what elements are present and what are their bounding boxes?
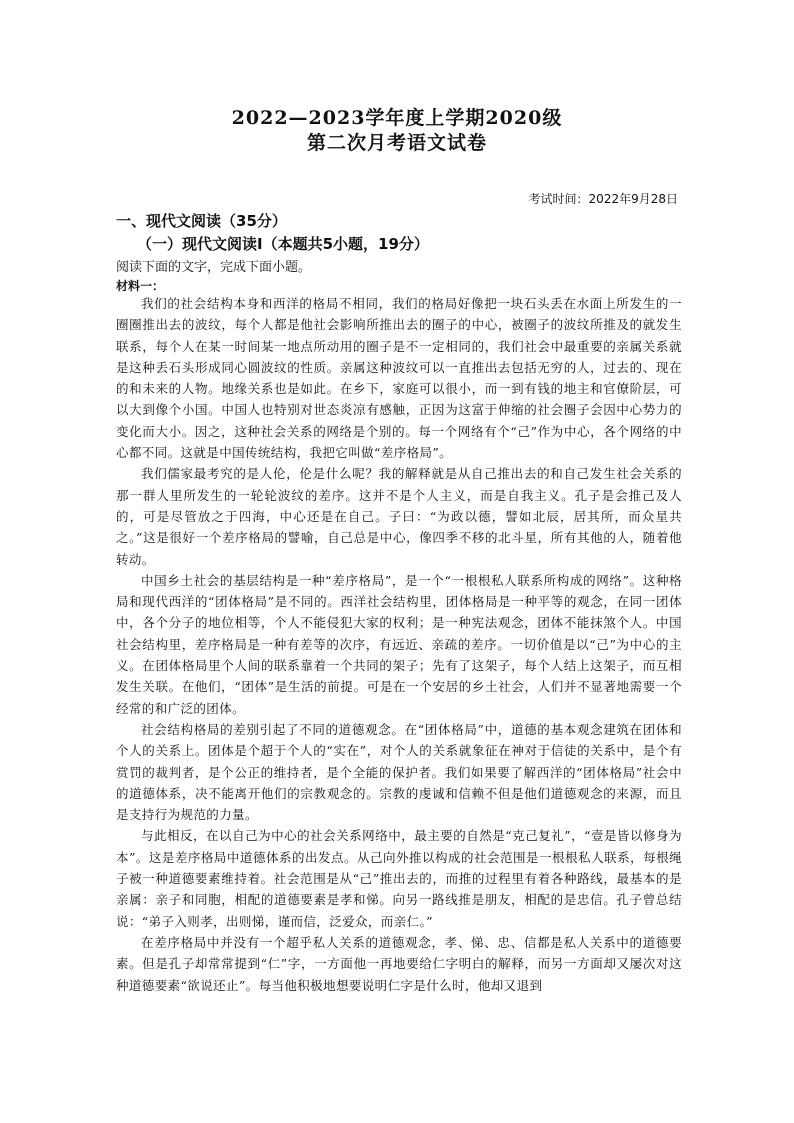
paragraph: 中国乡土社会的基层结构是一种“差序格局”，是一个“一根根私人联系所构成的网络”。这种格局和现代西洋的“团体格局”是不同的。西洋社会结构里，团体格局是一种平等的观念，在同一团体中，各个分子的地位相等，个人不能侵犯大家的权利；是一种宪法观念，团体不能抹煞个人。中国社会结构里，差序格局是一种有差等的次序，有远近、亲疏的差序。一切价值是以“己”为中心的主义。在团体格局里个人间的联系靠着一个共同的架子；先有了这架子，每个人结上这架子，而互相发生关联。在他们，“团体”是生活的前提。可是在一个安居的乡土社会，人们并不显著地需要一个经常的和广泛的团体。 xyxy=(116,572,682,716)
material-body xyxy=(116,293,682,996)
paragraph: 与此相反，在以自己为中心的社会关系网络中，最主要的自然是“克己复礼”，“壹是皆以修身为本”。这是差序格局中道德体系的出发点。从己向外推以构成的社会范围是一根根私人联系，每根绳子被一种道德要素维持着。社会范围是从“己”推出去的，而推的过程里有着各种路线，最基本的是亲属：亲子和同胞，相配的道德要素是孝和悌。向另一路线推是朋友，相配的是忠信。孔子曾总结说：“弟子入则孝，出则悌，谨而信，泛爱众，而亲仁。” xyxy=(116,828,682,929)
subsection-heading: （一）现代文阅读Ⅰ（本题共5小题，19分） xyxy=(137,235,429,253)
paragraph: 我们儒家最考究的是人伦，伦是什么呢？我的解释就是从自己推出去的和自己发生社会关系的那一群人里所发生的一轮轮波纹的差序。这并不是个人主义，而是自我主义。孔子是会推己及人的，可是尽管放之于四海，中心还是在自己。子曰：“为政以德，譬如北辰，居其所，而众星共之。”这是很好一个差序格局的譬喻，自己总是中心，像四季不移的北斗星，所有其他的人，随着他转动。 xyxy=(116,466,682,567)
reading-instruction: 阅读下面的文字，完成下面小题。 xyxy=(116,260,312,275)
exam-title-line2: 第二次月考语文试卷 xyxy=(306,132,487,154)
section-heading: 一、现代文阅读（35分） xyxy=(116,212,287,230)
paragraph: 我们的社会结构本身和西洋的格局不相同，我们的格局好像把一块石头丢在水面上所发生的一圈圈推出去的波纹，每个人都是他社会影响所推出去的圈子的中心，被圈子的波纹所推及的就发生联系，每个人在某一时间某一地点所动用的圈子是不一定相同的，我们社会中最重要的亲属关系就是这种丢石头形成同心圆波纹的性质。亲属这种波纹可以一直推出去包括无穷的人，过去的、现在的和未来的人物。地缘关系也是如此。在乡下，家庭可以很小，而一到有钱的地主和官僚阶层，可以大到像个小国。中国人也特别对世态炎凉有感触，正因为这富于伸缩的社会圈子会因中心势力的变化而大小。因之，这种社会关系的网络是个别的。每一个网络有个“己”作为中心，各个网络的中心都不同。这就是中国传统结构，我把它叫做“差序格局”。 xyxy=(116,296,682,461)
paragraph: 社会结构格局的差别引起了不同的道德观念。在“团体格局”中，道德的基本观念建筑在团体和个人的关系上。团体是个超于个人的“实在”，对个人的关系就象征在神对于信徒的关系中，是个有赏罚的裁判者，是个公正的维持者，是个全能的保护者。我们如果要了解西洋的“团体格局”社会中的道德体系，决不能离开他们的宗教观念的。宗教的虔诚和信赖不但是他们道德观念的来源，而且是支持行为规范的力量。 xyxy=(116,721,682,823)
exam-time: 考试时间：2022年9月28日 xyxy=(528,192,678,206)
exam-title-line1: 2022—2023学年度上学期2020级 xyxy=(231,107,563,129)
material-label: 材料一： xyxy=(116,279,165,293)
paragraph: 在差序格局中并没有一个超乎私人关系的道德观念，孝、悌、忠、信都是私人关系中的道德要素。但是孔子却常常提到“仁”字，一方面他一再地要给仁字明白的解释，而另一方面却又屡次对这种道德要素“欲说还止”。每当他积极地想要说明仁字是什么时，他却又退到 xyxy=(116,934,682,993)
